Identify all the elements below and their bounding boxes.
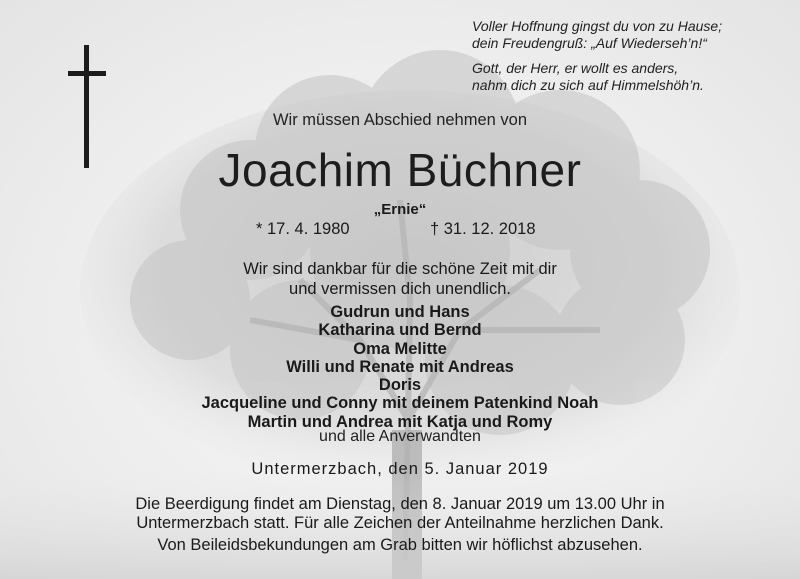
- mourner-entry: Oma Melitte: [353, 339, 447, 358]
- cross-horizontal-bar: [68, 71, 106, 76]
- relatives-text: und alle Anverwandten: [319, 428, 481, 445]
- mourner-entry: Willi und Renate mit Andreas: [286, 357, 514, 376]
- funeral-notice: [0, 495, 800, 532]
- poem-stanza-1: [472, 18, 792, 52]
- mourner-entry: Gudrun und Hans: [330, 303, 470, 321]
- deceased-name: Joachim Büchner: [218, 144, 582, 196]
- condolence-request: Von Beileidsbekundungen am Grab bitten wir höflichst abzusehen.: [157, 536, 643, 554]
- thanks-line: Wir sind dankbar für die schöne Zeit mit dir: [243, 260, 557, 278]
- thanks-line: und vermissen dich unendlich.: [289, 280, 511, 298]
- place-and-date: Untermerzbach, den 5. Januar 2019: [251, 460, 549, 478]
- poem-line: nahm dich zu sich auf Himmelshöh’n.: [472, 77, 704, 93]
- funeral-line: Untermerzbach statt. Für alle Zeichen der Anteilnahme herzlichen Dank.: [136, 513, 664, 532]
- deceased-nickname: „Ernie“: [373, 201, 427, 218]
- mourner-entry: Doris: [378, 376, 422, 395]
- funeral-line: Die Beerdigung findet am Dienstag, den 8. Januar 2019 um 13.00 Uhr in: [135, 495, 665, 513]
- poem: [472, 18, 792, 102]
- poem-line: Voller Hoffnung gingst du von zu Hause;: [472, 18, 723, 34]
- mourner-entry: Martin und Andrea mit Katja und Romy: [247, 412, 553, 431]
- poem-line: dein Freudengruß: „Auf Wiederseh’n!“: [472, 35, 707, 51]
- intro-text: Wir müssen Abschied nehmen von: [272, 111, 528, 129]
- poem-line: Gott, der Herr, er wollt es anders,: [472, 60, 679, 76]
- mourner-entry: Katharina und Bernd: [318, 321, 482, 340]
- mourner-entry: Jacqueline und Conny mit deinem Patenkind Noah: [201, 394, 599, 413]
- poem-stanza-2: [472, 60, 792, 94]
- thanks-text: [0, 259, 800, 299]
- mourners-list: [0, 303, 800, 431]
- death-date: † 31. 12. 2018: [430, 220, 536, 238]
- birth-date: * 17. 4. 1980: [256, 220, 350, 238]
